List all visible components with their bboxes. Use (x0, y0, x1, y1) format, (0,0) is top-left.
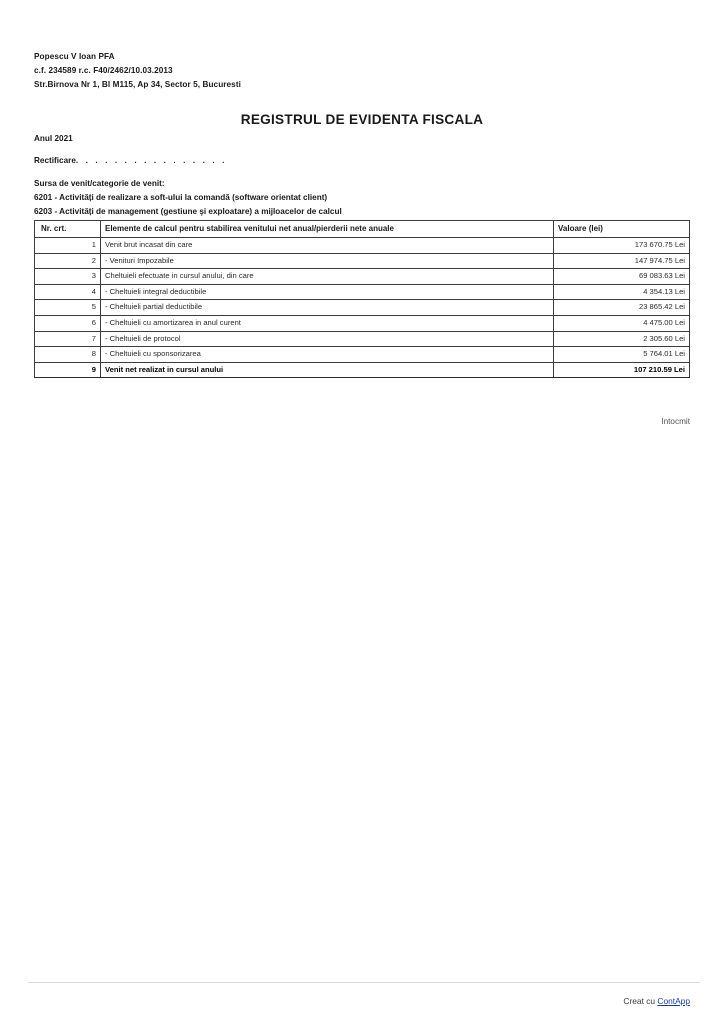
row-value-cell: 2 305.60 Lei (554, 331, 690, 347)
fiscal-register-table (34, 220, 690, 378)
row-description-cell: Venit brut incasat din care (101, 238, 554, 254)
row-index-cell: 6 (35, 315, 101, 331)
row-description-cell: - Cheltuieli integral deductibile (101, 284, 554, 300)
fiscal-table-container (34, 220, 689, 378)
row-index-cell: 4 (35, 284, 101, 300)
column-header-description: Elemente de calcul pentru stabilirea venitului net anual/pierderii nete anuale (101, 221, 554, 238)
document-meta (34, 132, 342, 219)
row-description-cell: - Venituri Impozabile (101, 253, 554, 269)
row-index-cell: 7 (35, 331, 101, 347)
row-value-cell: 107 210.59 Lei (554, 362, 690, 378)
contapp-link[interactable]: ContApp (657, 996, 690, 1006)
rectification-label: Rectificare (34, 156, 76, 165)
row-value-cell: 147 974.75 Lei (554, 253, 690, 269)
table-header (35, 221, 690, 238)
page-title: REGISTRUL DE EVIDENTA FISCALA (240, 112, 484, 127)
row-index-cell: 9 (35, 362, 101, 378)
row-value-cell: 173 670.75 Lei (554, 238, 690, 254)
table-row (35, 253, 690, 269)
income-source-label: Sursa de venit/categorie de venit: (34, 179, 165, 188)
issuer-registration: c.f. 234589 r.c. F40/2462/10.03.2013 (34, 66, 173, 76)
table-row (35, 331, 690, 347)
row-index-cell: 5 (35, 300, 101, 316)
table-row (35, 347, 690, 363)
table-row (35, 238, 690, 254)
table-row (35, 315, 690, 331)
issuer-name: Popescu V Ioan PFA (34, 52, 115, 61)
row-description-cell: Venit net realizat in cursul anului (101, 362, 554, 378)
signature-block: Intocmit (661, 417, 690, 426)
income-source-item-0: 6201 - Activități de realizare a soft-ului la comandă (software orientat client) (34, 193, 328, 202)
row-value-cell: 23 865.42 Lei (554, 300, 690, 316)
row-description-cell: - Cheltuieli cu sponsorizarea (101, 347, 554, 363)
row-value-cell: 5 764.01 Lei (554, 347, 690, 363)
issuer-address: Str.Birnova Nr 1, Bl M115, Ap 34, Sector 5, Bucuresti (34, 80, 241, 90)
footer-divider (28, 982, 700, 983)
row-index-cell: 3 (35, 269, 101, 285)
column-header-nr: Nr. crt. (35, 221, 101, 238)
income-source-item-1: 6203 - Activități de management (gestiune şi exploatare) a mijloacelor de calcul (34, 207, 342, 216)
footer-credit-prefix: Creat cu (623, 996, 656, 1006)
row-description-cell: - Cheltuieli partial deductibile (101, 300, 554, 316)
table-row (35, 284, 690, 300)
row-description-cell: - Cheltuieli cu amortizarea in anul curent (101, 315, 554, 331)
column-header-value: Valoare (lei) (554, 221, 690, 238)
issuer-header (34, 50, 241, 93)
row-index-cell: 2 (35, 253, 101, 269)
table-row (35, 269, 690, 285)
table-row (35, 362, 690, 378)
row-description-cell: - Cheltuieli de protocol (101, 331, 554, 347)
row-value-cell: 69 083.63 Lei (554, 269, 690, 285)
footer-credit (623, 996, 690, 1006)
table-body (35, 238, 690, 378)
fiscal-year-label: Anul 2021 (34, 134, 73, 143)
table-header-row (35, 221, 690, 238)
row-index-cell: 1 (35, 238, 101, 254)
rectification-dotted-field: . . . . . . . . . . . . . . . . (75, 156, 227, 165)
row-description-cell: Cheltuieli efectuate in cursul anului, din care (101, 269, 554, 285)
table-row (35, 300, 690, 316)
row-index-cell: 8 (35, 347, 101, 363)
row-value-cell: 4 475.00 Lei (554, 315, 690, 331)
row-value-cell: 4 354.13 Lei (554, 284, 690, 300)
rectification-row (34, 154, 342, 168)
